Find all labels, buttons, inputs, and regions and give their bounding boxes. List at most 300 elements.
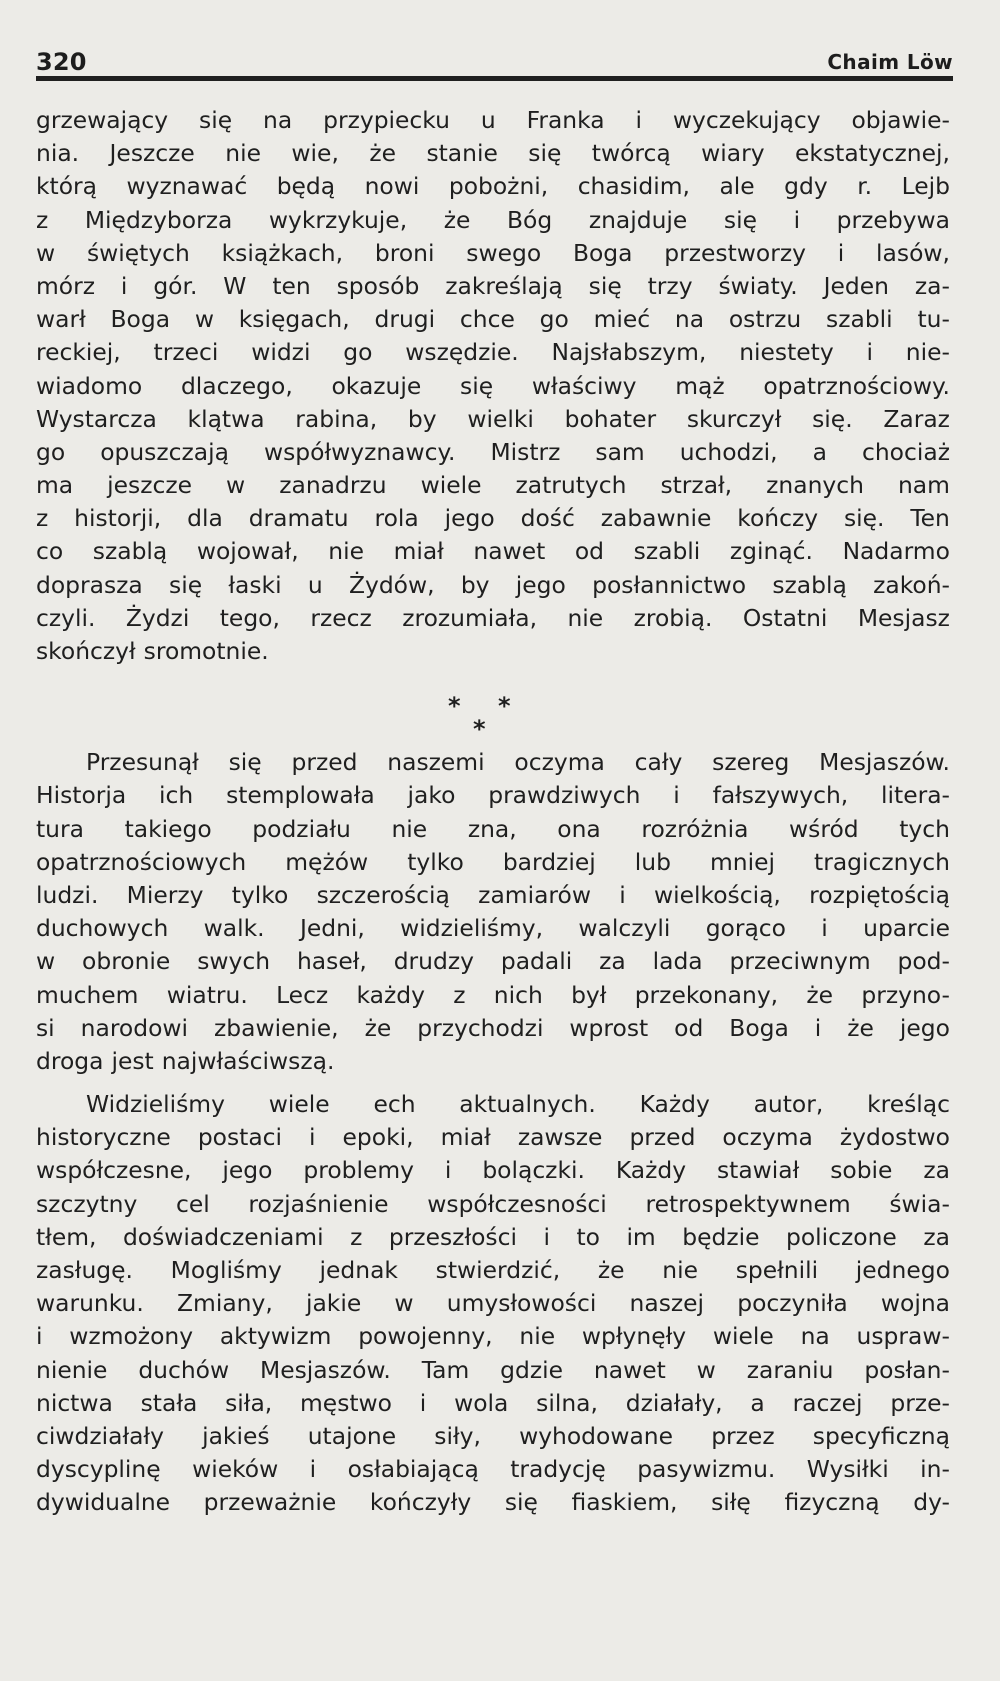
word: ich [159, 781, 194, 810]
word: Bóg [507, 205, 553, 234]
word: wiary [701, 139, 765, 168]
word: pobożni, [448, 172, 549, 201]
word: zrobią. [633, 603, 713, 632]
word: Międzyborza [84, 205, 233, 234]
word: walczyli [578, 914, 671, 943]
word: szczerością [316, 880, 450, 909]
word: wszędzie. [405, 338, 519, 367]
word: stwierdzić, [435, 1256, 561, 1284]
word: fizyczną [784, 1488, 880, 1517]
word: pasywizmu. [637, 1455, 776, 1484]
word: ten [272, 271, 311, 300]
section-break [36, 678, 950, 744]
word: nie [662, 1256, 698, 1284]
word: Mesjasz [857, 603, 950, 632]
word: Boga [110, 305, 171, 334]
word: Mesjaszów. [260, 1355, 391, 1384]
word: im [626, 1222, 656, 1251]
word: się [169, 570, 203, 599]
word: Przesunął [86, 748, 199, 777]
word: u [480, 106, 496, 134]
word: książkach, [221, 238, 344, 267]
text-line [36, 170, 950, 203]
word: Nadarmo [842, 537, 950, 566]
word: sam [595, 437, 645, 466]
word: że [597, 1256, 625, 1284]
paragraph-1 [36, 104, 950, 668]
word: jakieś [202, 1421, 270, 1450]
word: wprost [569, 1013, 649, 1042]
text-line [36, 813, 950, 846]
word: przeszłości [388, 1222, 517, 1251]
word: współczesności [427, 1189, 607, 1218]
word: Jeszcze [109, 139, 195, 168]
word: przeciwnym [729, 947, 871, 976]
word: i [419, 1388, 427, 1417]
word: uparcie [863, 914, 950, 943]
word: przed [629, 1123, 696, 1152]
word: jakie [305, 1289, 362, 1318]
word: kończy [737, 504, 819, 533]
word: by [460, 570, 490, 599]
word: Widzieliśmy [86, 1090, 225, 1119]
word: tylko [231, 880, 289, 909]
word: właściwy [531, 371, 637, 400]
word: nie [519, 1322, 556, 1351]
word: mórz [36, 271, 95, 300]
word: widzieliśmy, [400, 914, 544, 943]
word: jego [222, 1156, 273, 1185]
running-head: Chaim Löw [827, 50, 953, 74]
word: tych [899, 814, 950, 843]
word: przyno- [861, 980, 950, 1009]
word: męstwo [300, 1388, 392, 1417]
word: nictwa [36, 1388, 113, 1417]
word: ludzi. [36, 880, 99, 909]
word: Boga [729, 1013, 789, 1042]
text-line [36, 336, 950, 369]
word: aktualnych. [459, 1090, 596, 1119]
word: policzone [786, 1222, 897, 1251]
word: przychodzi [417, 1013, 544, 1042]
word: nienie [36, 1355, 108, 1384]
word: opatrznościowych [36, 847, 247, 876]
word: problemy [303, 1156, 415, 1185]
word: zna, [467, 814, 517, 843]
word: i [543, 1222, 550, 1251]
word: a [750, 1388, 765, 1417]
word: cel [175, 1189, 210, 1218]
word: rola [374, 504, 419, 533]
page-header [36, 40, 953, 76]
word: tylko [407, 847, 464, 876]
word: oczyma [722, 1123, 813, 1152]
word: tego, [219, 603, 280, 632]
word: że [847, 1013, 874, 1042]
word: przypiecku [323, 106, 450, 134]
word: się [588, 271, 622, 300]
word: posłan- [864, 1355, 950, 1384]
word: gorąco [705, 914, 786, 943]
word: by [407, 404, 437, 433]
word: silna, [536, 1388, 598, 1417]
word: duchów [138, 1355, 230, 1384]
word: naszej [629, 1289, 705, 1318]
word: z [453, 980, 466, 1009]
word: utajone [307, 1421, 397, 1450]
word: i [309, 1455, 317, 1484]
word: rozróżnia [641, 814, 749, 843]
word: wie, [291, 139, 339, 168]
word: szereg [712, 748, 790, 777]
word: i [821, 914, 828, 943]
word: że [364, 1013, 392, 1042]
word: nie- [905, 338, 950, 367]
word: ostrzu [728, 305, 802, 334]
word: dość [520, 504, 575, 533]
word: zamiarów [478, 880, 591, 909]
text-line [36, 137, 950, 170]
word: dy- [913, 1488, 950, 1517]
word: Każdy [639, 1090, 710, 1119]
word: go [36, 437, 66, 466]
word: się [528, 139, 562, 168]
text-line [36, 469, 950, 502]
word: którą [36, 172, 97, 201]
text-line [36, 1486, 950, 1519]
word: rozjaśnienie [248, 1189, 389, 1218]
text-line [36, 370, 950, 403]
word: za [923, 1222, 950, 1251]
word: w [36, 947, 56, 976]
word: stanie [426, 139, 498, 168]
word: aktywizm [219, 1322, 332, 1351]
text-line [36, 204, 950, 237]
word: ech [373, 1090, 416, 1119]
word: szablą [772, 570, 847, 599]
word: Najsłabszym, [551, 338, 707, 367]
word: wyhodowane [519, 1421, 674, 1450]
word: czyli. [36, 603, 96, 632]
word: światy. [718, 271, 798, 300]
word: chce [459, 305, 515, 334]
word: szabli [826, 305, 893, 334]
text-line [36, 569, 950, 602]
word: Zaraz [883, 404, 950, 433]
word: zasługę. [36, 1256, 133, 1284]
word: współczesne, [36, 1156, 192, 1185]
word: nia. [36, 139, 80, 168]
word: rabina, [295, 404, 378, 433]
word: zrozumiała, [402, 603, 538, 632]
word: doświadczeniami [122, 1222, 324, 1251]
word: będzie [682, 1222, 760, 1251]
word: warł [36, 305, 86, 334]
word: chociaż [862, 437, 950, 466]
word: dywidualne [36, 1488, 171, 1517]
word: się. [812, 404, 853, 433]
word: in- [920, 1455, 950, 1484]
word: niestety [739, 338, 834, 367]
word: padali [500, 947, 573, 976]
text-line [36, 879, 950, 912]
word: księgach, [238, 305, 350, 334]
word: narodowi [80, 1013, 189, 1042]
word: dyscyplinę [36, 1455, 161, 1484]
word: ekstatycznej, [795, 139, 950, 168]
word: lada [652, 947, 703, 976]
word: nie [225, 139, 261, 168]
word: Mistrz [490, 437, 561, 466]
word: Mierzy [126, 880, 204, 909]
word: że [369, 139, 396, 168]
word: zakoń- [873, 570, 950, 599]
word: obronie [82, 947, 171, 976]
word: nich [493, 980, 543, 1009]
word: wpłynęły [581, 1322, 687, 1351]
word: i [120, 271, 128, 300]
word: dlaczego, [180, 371, 293, 400]
word: i [444, 1156, 452, 1185]
word: prze- [890, 1388, 950, 1417]
word: bohater [564, 404, 657, 433]
word: Wystarcza [36, 404, 157, 433]
word: nie [391, 814, 428, 843]
word: epoki, [342, 1123, 414, 1152]
text-line [36, 1354, 950, 1387]
header-divider [36, 76, 953, 81]
word: Mogliśmy [170, 1256, 282, 1284]
word: z [350, 1222, 363, 1251]
word: broni [374, 238, 435, 267]
text-line [36, 635, 950, 668]
word: klątwa [187, 404, 265, 433]
word: przebywa [836, 205, 950, 234]
word: przestworzy [664, 238, 806, 267]
text-line [36, 403, 950, 436]
word: zbawienie, [213, 1013, 339, 1042]
word: wykrzykuje, [268, 205, 408, 234]
word: szabli [633, 537, 701, 566]
word: drugi [374, 305, 436, 334]
word: cały [634, 748, 683, 777]
word: spełnili [735, 1256, 819, 1284]
word: w [226, 471, 246, 500]
word: Ostatni [742, 603, 828, 632]
word: w [394, 1289, 414, 1318]
word: Wysiłki [806, 1455, 889, 1484]
word: wielki [467, 404, 534, 433]
word: nie [328, 537, 364, 566]
text-line [36, 303, 950, 336]
word: objawie- [851, 106, 950, 134]
word: jego [515, 570, 566, 599]
word: się [504, 1488, 538, 1517]
word: sobie [830, 1156, 893, 1185]
word: Ten [910, 504, 950, 533]
text-line [36, 104, 950, 137]
word: rzecz [310, 603, 372, 632]
word: historji, [74, 504, 162, 533]
word: kreśląc [867, 1090, 950, 1119]
word: tu- [917, 305, 950, 334]
word: od [574, 537, 605, 566]
text-line [36, 1320, 950, 1353]
word: wiatru. [166, 980, 248, 1009]
word: mniej [709, 847, 775, 876]
word: bolączki. [482, 1156, 585, 1185]
word: wśród [789, 814, 859, 843]
word: widzi [251, 338, 311, 367]
text-line [36, 1420, 950, 1453]
word: si [36, 1013, 55, 1042]
word: jednak [319, 1256, 398, 1284]
word: się [723, 205, 757, 234]
word: podziału [252, 814, 351, 843]
word: fiaskiem, [571, 1488, 678, 1517]
word: prawdziwych [488, 781, 641, 810]
word: historyczne [36, 1123, 171, 1152]
word: zanadrzu [279, 471, 387, 500]
word: za- [914, 271, 950, 300]
word: tura [36, 814, 84, 843]
word: fałszywych, [712, 781, 849, 810]
word: ale [719, 172, 755, 201]
word: mieć [593, 305, 651, 334]
word: specyficzną [812, 1421, 950, 1450]
word: się [460, 371, 494, 400]
word: trzy [647, 271, 693, 300]
text-line [36, 1221, 950, 1254]
word: uspraw- [856, 1322, 950, 1351]
word: wola [454, 1388, 509, 1417]
word: na [674, 305, 705, 334]
word: wiele [420, 471, 482, 500]
word: się [199, 106, 233, 134]
word: kończyły [369, 1488, 472, 1517]
word: zaraniu [746, 1355, 834, 1384]
word: na [263, 106, 293, 134]
word: sposób [336, 271, 420, 300]
word: wielkością, [654, 880, 781, 909]
word: W [223, 271, 247, 300]
word: retrospektywnem [645, 1189, 851, 1218]
text-line [36, 237, 950, 270]
word: mężów [285, 847, 369, 876]
word: i [36, 1322, 43, 1351]
word: ma [36, 471, 74, 500]
word: za [599, 947, 626, 976]
word: Żydów, [348, 570, 435, 599]
word: osłabiającą [347, 1455, 479, 1484]
page-number: 320 [36, 48, 87, 76]
word: nowi [364, 172, 420, 201]
word: go [343, 338, 373, 367]
word: Tam [421, 1355, 470, 1384]
word: nie [567, 603, 604, 632]
section-star: * [473, 715, 486, 744]
word: wieków [192, 1455, 279, 1484]
word: postaci [197, 1123, 283, 1152]
word: na [800, 1322, 830, 1351]
word: świa- [889, 1189, 950, 1218]
word: z [36, 504, 49, 533]
word: siłę [711, 1488, 751, 1517]
text-line [36, 912, 950, 945]
text-line [36, 1188, 950, 1221]
word: w [194, 305, 214, 334]
word: jeszcze [107, 471, 193, 500]
word: swego [466, 238, 542, 267]
word: strzał, [660, 471, 733, 500]
paragraph-3 [36, 1088, 950, 1519]
word: opuszczają [100, 437, 229, 466]
word: uchodzi, [679, 437, 778, 466]
word: w [696, 1355, 716, 1384]
word: łaski [228, 570, 282, 599]
word: i [814, 1013, 822, 1042]
word: wiadomo [36, 371, 143, 400]
text-line [36, 535, 950, 568]
word: siły, [434, 1421, 481, 1450]
word: gdy [784, 172, 828, 201]
word: chasidim, [577, 172, 690, 201]
word: Historja [36, 781, 127, 810]
word: skurczył [686, 404, 782, 433]
word: ona [557, 814, 601, 843]
word: wyczekujący [672, 106, 821, 134]
text-line [36, 1045, 950, 1078]
word: rozpiętością [809, 880, 950, 909]
text-line [36, 1287, 950, 1320]
word: litera- [881, 781, 950, 810]
word: gdzie [500, 1355, 564, 1384]
text-line [36, 270, 950, 303]
word: żydostwo [839, 1123, 950, 1152]
word: działały, [625, 1388, 723, 1417]
word: lasów, [876, 238, 950, 267]
word: nam [897, 471, 950, 500]
text-line [36, 502, 950, 535]
word: i [673, 781, 680, 810]
word: się [228, 748, 262, 777]
word: jest [111, 1046, 154, 1075]
text-line [36, 945, 950, 978]
word: Zmiany, [177, 1289, 273, 1318]
text-line [36, 846, 950, 879]
word: i [837, 238, 845, 267]
word: od [674, 1013, 704, 1042]
word: umysłowości [446, 1289, 597, 1318]
word: a [812, 437, 827, 466]
word: siła, [225, 1388, 273, 1417]
word: zatrutych [515, 471, 627, 500]
word: wyznawać [126, 172, 248, 201]
word: tłem, [36, 1222, 97, 1251]
word: nawet [473, 537, 546, 566]
word: sromotnie. [143, 637, 269, 665]
word: będą [276, 172, 336, 201]
word: szablą [92, 537, 168, 566]
word: doprasza [36, 570, 143, 599]
word: walk. [203, 914, 265, 943]
word: stawiał [716, 1156, 800, 1185]
word: wojna [880, 1289, 950, 1318]
text-line [36, 1088, 950, 1121]
word: Jeden [823, 271, 889, 300]
word: takiego [124, 814, 212, 843]
word: r. [857, 172, 873, 201]
